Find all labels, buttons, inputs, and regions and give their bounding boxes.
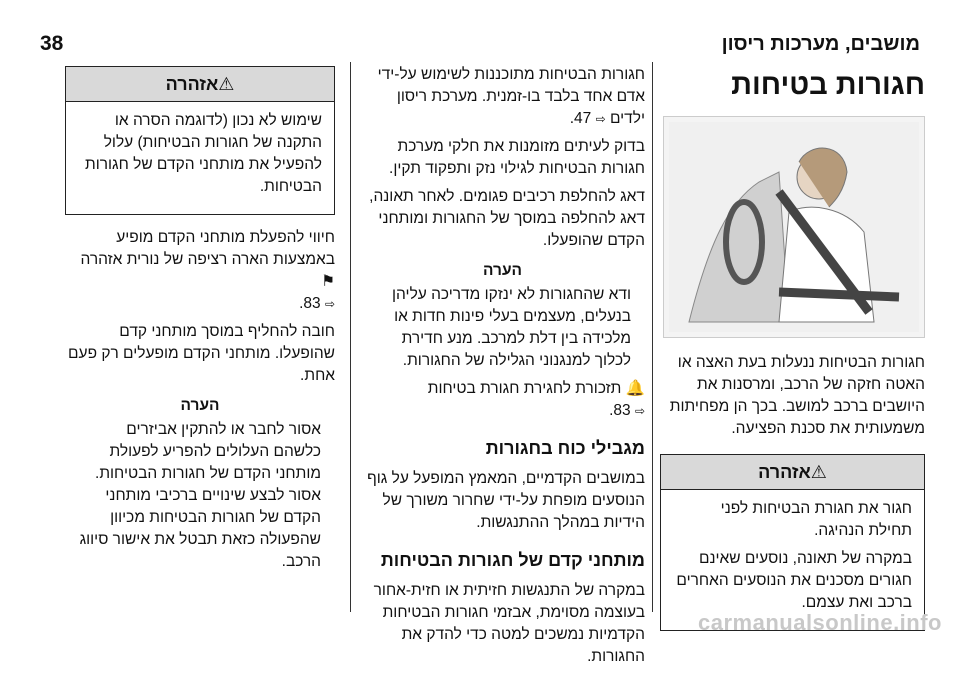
note-text: ודא שהחגורות לא ינזקו מדריכה עליהן בנעלים, מעצמים בעלי פינות חדות או מלכידה בין דלת למרכב. מנע חדירת לכלוך למנגנוני הגלילה של החגורות. <box>392 286 631 369</box>
chapter-title: מושבים, מערכות ריסון <box>721 32 920 55</box>
warning-body <box>66 102 334 214</box>
paragraph-intro: חגורות הבטיחות ננעלות בעת האצה או האטה חזקה של הרכב, ומרסנות את היושבים ברכב למושב. בכך הן מפחיתות משמעותית את סכנת הפציעה. <box>669 354 925 437</box>
warning-text-2: במקרה של תאונה, נוסעים שאינם חגורים מסכנים את הנוסעים האחרים ברכב ואת עצמם. <box>676 550 912 611</box>
paragraph-indicator: חיווי להפעלת מותחני הקדם מופיע באמצעות הארה רציפה של נורית אזהרה ⚑ ⇨ 83. <box>80 229 335 312</box>
paragraph-inspect: בדוק לעיתים מזומנות את חלקי מערכת חגורות הבטיחות לגילוי נזק ותפקוד תקין. <box>389 138 645 177</box>
page-ref-icon: ⇨ <box>324 297 335 311</box>
paragraph-force-limiter: במושבים הקדמיים, המאמץ המופעל על גוף הנוסעים מופחת על-ידי שחרור משורך של הידיות במהלך ההתנגשות. <box>367 470 645 531</box>
note-text: אסור לחבר או להתקין אביזרים כלשהם העלולים להפריע לפעולת מותחני הקדם של חגורות הבטיחות. אסור לבצע שינויים ברכיבי מותחני הקדם של חגורות הבטיחות מכיוון שהפעולה כזאת תבטל את אישור סיווג הרכב. <box>79 421 321 570</box>
seatbelt-illustration <box>663 116 925 338</box>
reminder-line: 🔔 תזכורת לחגירת חגורת בטיחות ⇨ 83. <box>427 380 645 419</box>
seatbelt-reminder-icon: 🔔 <box>625 380 645 397</box>
seatbelt-driver-image <box>669 122 919 332</box>
note-label: הערה <box>180 397 220 414</box>
warning-header <box>66 67 334 102</box>
middle-column <box>360 64 645 674</box>
paragraph-indicator-text: חיווי להפעלת מותחני הקדם מופיע באמצעות הארה רציפה של נורית אזהרה <box>80 229 335 268</box>
page-ref-icon: ⇨ <box>634 404 645 418</box>
warning-body <box>661 490 924 630</box>
paragraph-pretensioner: במקרה של התנגשות חזיתית או חזית-אחור בעוצמה מסוימת, אבזמי חגורות הבטיחות הקדמיות נמשכים למטה כדי להדק את החגורות. <box>373 582 645 665</box>
warning-triangle-icon: ⚠ <box>810 462 827 482</box>
page-header <box>40 30 920 58</box>
page-number: 38 <box>40 32 64 55</box>
warning-header <box>661 455 924 490</box>
warning-label: אזהרה <box>165 74 219 94</box>
subsection-title-pretensioner: מותחני קדם של חגורות הבטיחות <box>380 550 645 570</box>
page-ref-number: 83 <box>613 402 631 419</box>
subsection-title-force-limiter: מגבילי כוח בחגורות <box>485 438 645 458</box>
warning-triangle-icon: ⚠ <box>218 74 235 94</box>
warning-box <box>660 454 925 631</box>
page-ref-number: 47 <box>574 110 592 127</box>
warning-label: אזהרה <box>758 462 811 482</box>
page-ref-icon: ⇨ <box>595 112 606 126</box>
note-label: הערה <box>483 262 522 279</box>
warning-text: שימוש לא נכון (לדוגמה הסרה או התקנה של חגורות הבטיחות) עלול להפעיל את מותחני הקדם של חגורות הבטיחות. <box>85 112 322 195</box>
reminder-text: תזכורת לחגירת חגורת בטיחות <box>427 380 622 397</box>
paragraph-replace: דאג להחלפת רכיבים פגומים. לאחר תאונה, דאג להחלפה במוסך של החגורות ומותחני הקדם שהופעלו. <box>369 188 645 249</box>
left-column <box>65 64 335 579</box>
airbag-warning-light-icon: ⚑ <box>321 273 335 290</box>
section-title: חגורות בטיחות <box>731 69 925 101</box>
column-divider-right <box>652 62 653 612</box>
paragraph-replace-pretensioner: חובה להחליף במוסך מותחני קדם שהופעלו. מותחני הקדם מופעלים רק פעם אחת. <box>68 323 335 384</box>
warning-text-1: חגור את חגורת הבטיחות לפני תחילת הנהיגה. <box>720 500 912 539</box>
column-divider-left <box>350 62 351 612</box>
right-column <box>660 64 925 643</box>
paragraph-usage: חגורות הבטיחות מתוכננות לשימוש על-ידי אדם אחד בלבד בו-זמנית. מערכת ריסון ילדים ⇨ 47. <box>377 66 645 127</box>
watermark-logo: carmanualsonline.info <box>698 610 942 635</box>
paragraph-usage-text: חגורות הבטיחות מתוכננות לשימוש על-ידי אדם אחד בלבד בו-זמנית. מערכת ריסון ילדים <box>377 66 645 127</box>
warning-box <box>65 66 335 215</box>
page-ref-number: 83 <box>303 295 321 312</box>
